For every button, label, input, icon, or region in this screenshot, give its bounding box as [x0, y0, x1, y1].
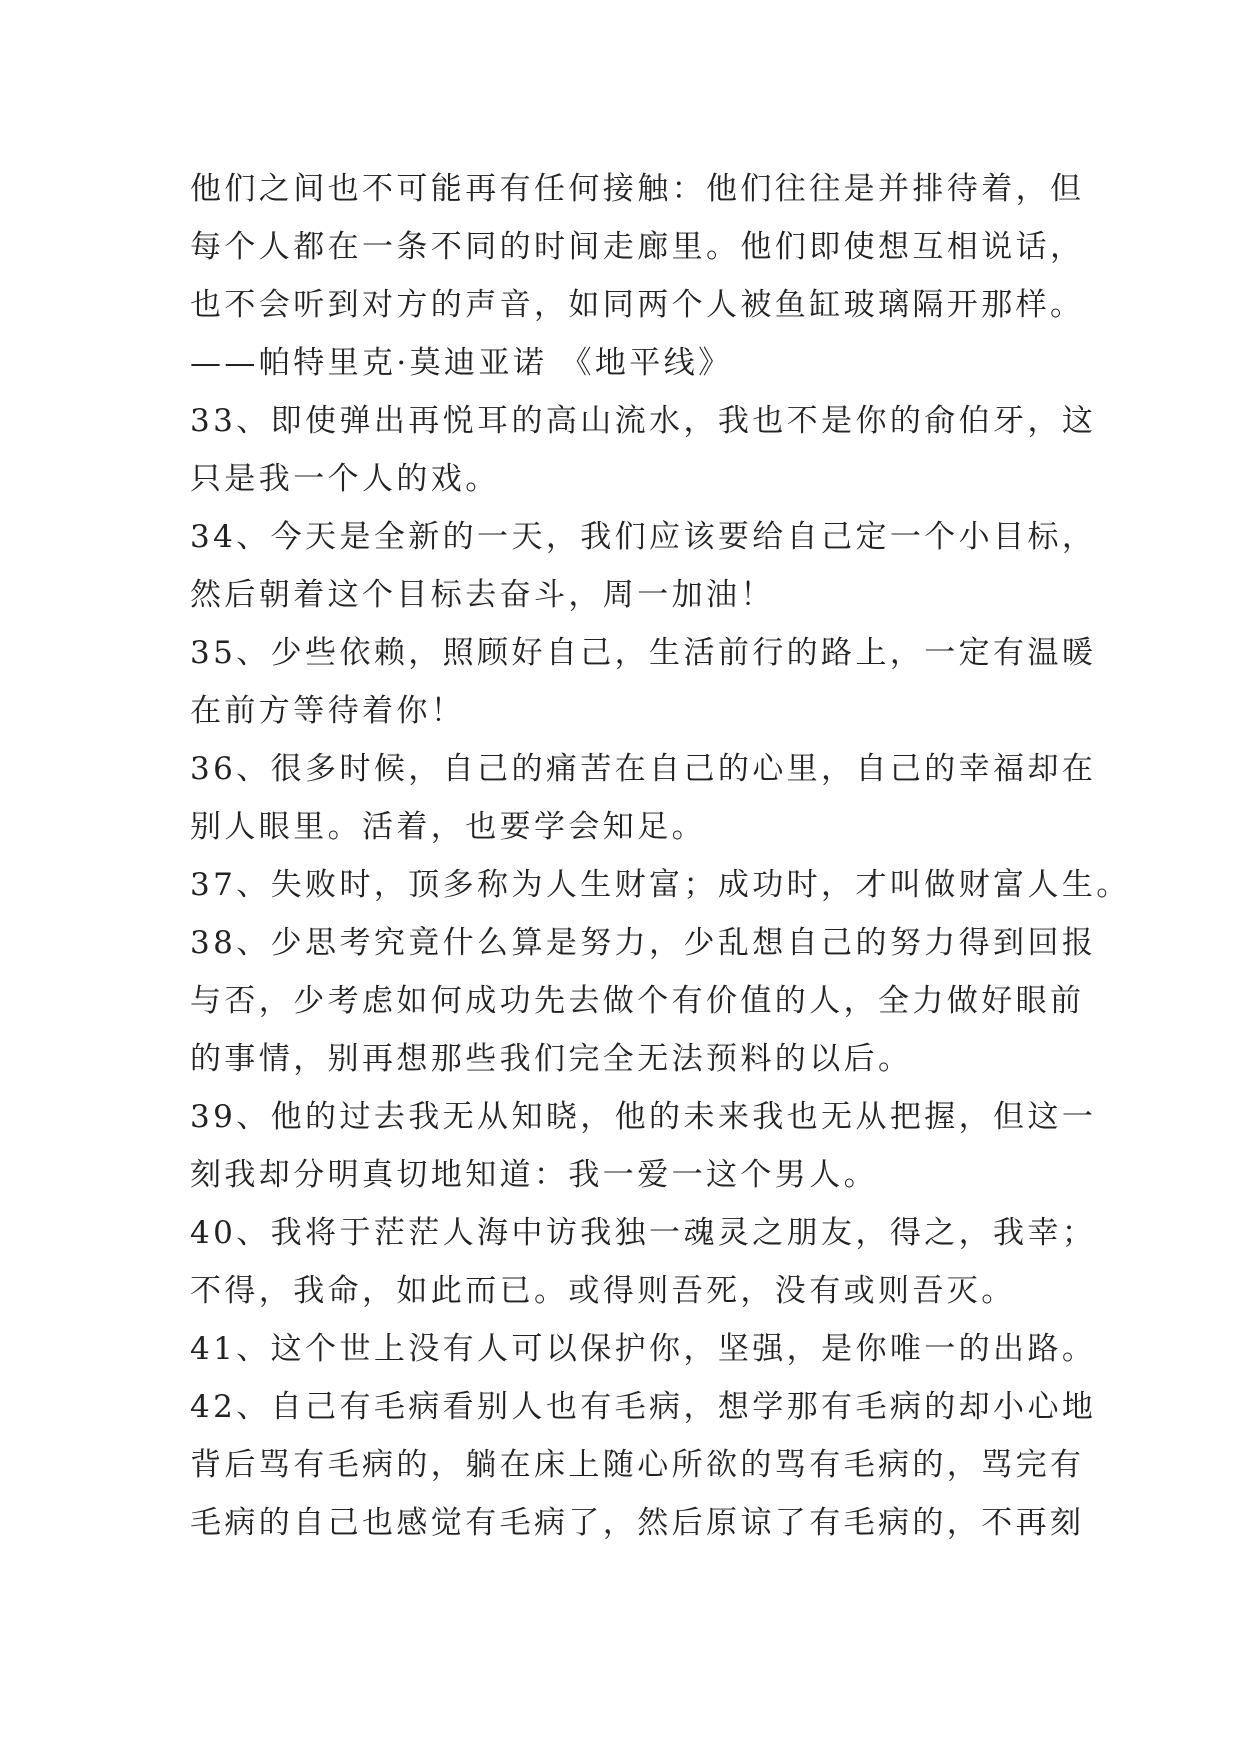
body-text: [190, 160, 1131, 1552]
text-line: 34、今天是全新的一天，我们应该要给自己定一个小目标，: [190, 519, 1097, 555]
text-line: 然后朝着这个目标去奋斗，周一加油！: [190, 577, 775, 613]
text-line: 也不会听到对方的声音，如同两个人被鱼缸玻璃隔开那样。: [190, 287, 1085, 323]
text-line: 刻我却分明真切地知道：我一爱一这个男人。: [190, 1157, 878, 1193]
text-line: 不得，我命，如此而已。或得则吾死，没有或则吾灭。: [190, 1273, 1016, 1309]
text-line: 39、他的过去我无从知晓，他的未来我也无从把握，但这一: [190, 1099, 1097, 1135]
text-line: 毛病的自己也感觉有毛病了，然后原谅了有毛病的，不再刻: [190, 1505, 1085, 1541]
text-line: 37、失败时，顶多称为人生财富；成功时，才叫做财富人生。: [190, 867, 1131, 903]
text-line: 40、我将于茫茫人海中访我独一魂灵之朋友，得之，我幸；: [190, 1215, 1097, 1251]
text-line: 33、即使弹出再悦耳的高山流水，我也不是你的俞伯牙，这: [190, 403, 1097, 439]
text-line: 在前方等待着你！: [190, 693, 466, 729]
text-line: 41、这个世上没有人可以保护你，坚强，是你唯一的出路。: [190, 1331, 1097, 1367]
text-line: 与否，少考虑如何成功先去做个有价值的人，全力做好眼前: [190, 983, 1085, 1019]
text-line: 背后骂有毛病的，躺在床上随心所欲的骂有毛病的，骂完有: [190, 1447, 1085, 1483]
attribution-line: ——帕特里克·莫迪亚诺 《地平线》: [190, 345, 733, 381]
text-line: 36、很多时候，自己的痛苦在自己的心里，自己的幸福却在: [190, 751, 1097, 787]
text-line: 38、少思考究竟什么算是努力，少乱想自己的努力得到回报: [190, 925, 1097, 961]
text-line: 42、自己有毛病看别人也有毛病，想学那有毛病的却小心地: [190, 1389, 1097, 1425]
text-line: 每个人都在一条不同的时间走廊里。他们即使想互相说话，: [190, 229, 1085, 265]
text-line: 他们之间也不可能再有任何接触：他们往往是并排待着，但: [190, 171, 1085, 207]
text-line: 的事情，别再想那些我们完全无法预料的以后。: [190, 1041, 913, 1077]
text-line: 别人眼里。活着，也要学会知足。: [190, 809, 706, 845]
text-line: 35、少些依赖，照顾好自己，生活前行的路上，一定有温暖: [190, 635, 1097, 671]
text-line: 只是我一个人的戏。: [190, 461, 500, 497]
